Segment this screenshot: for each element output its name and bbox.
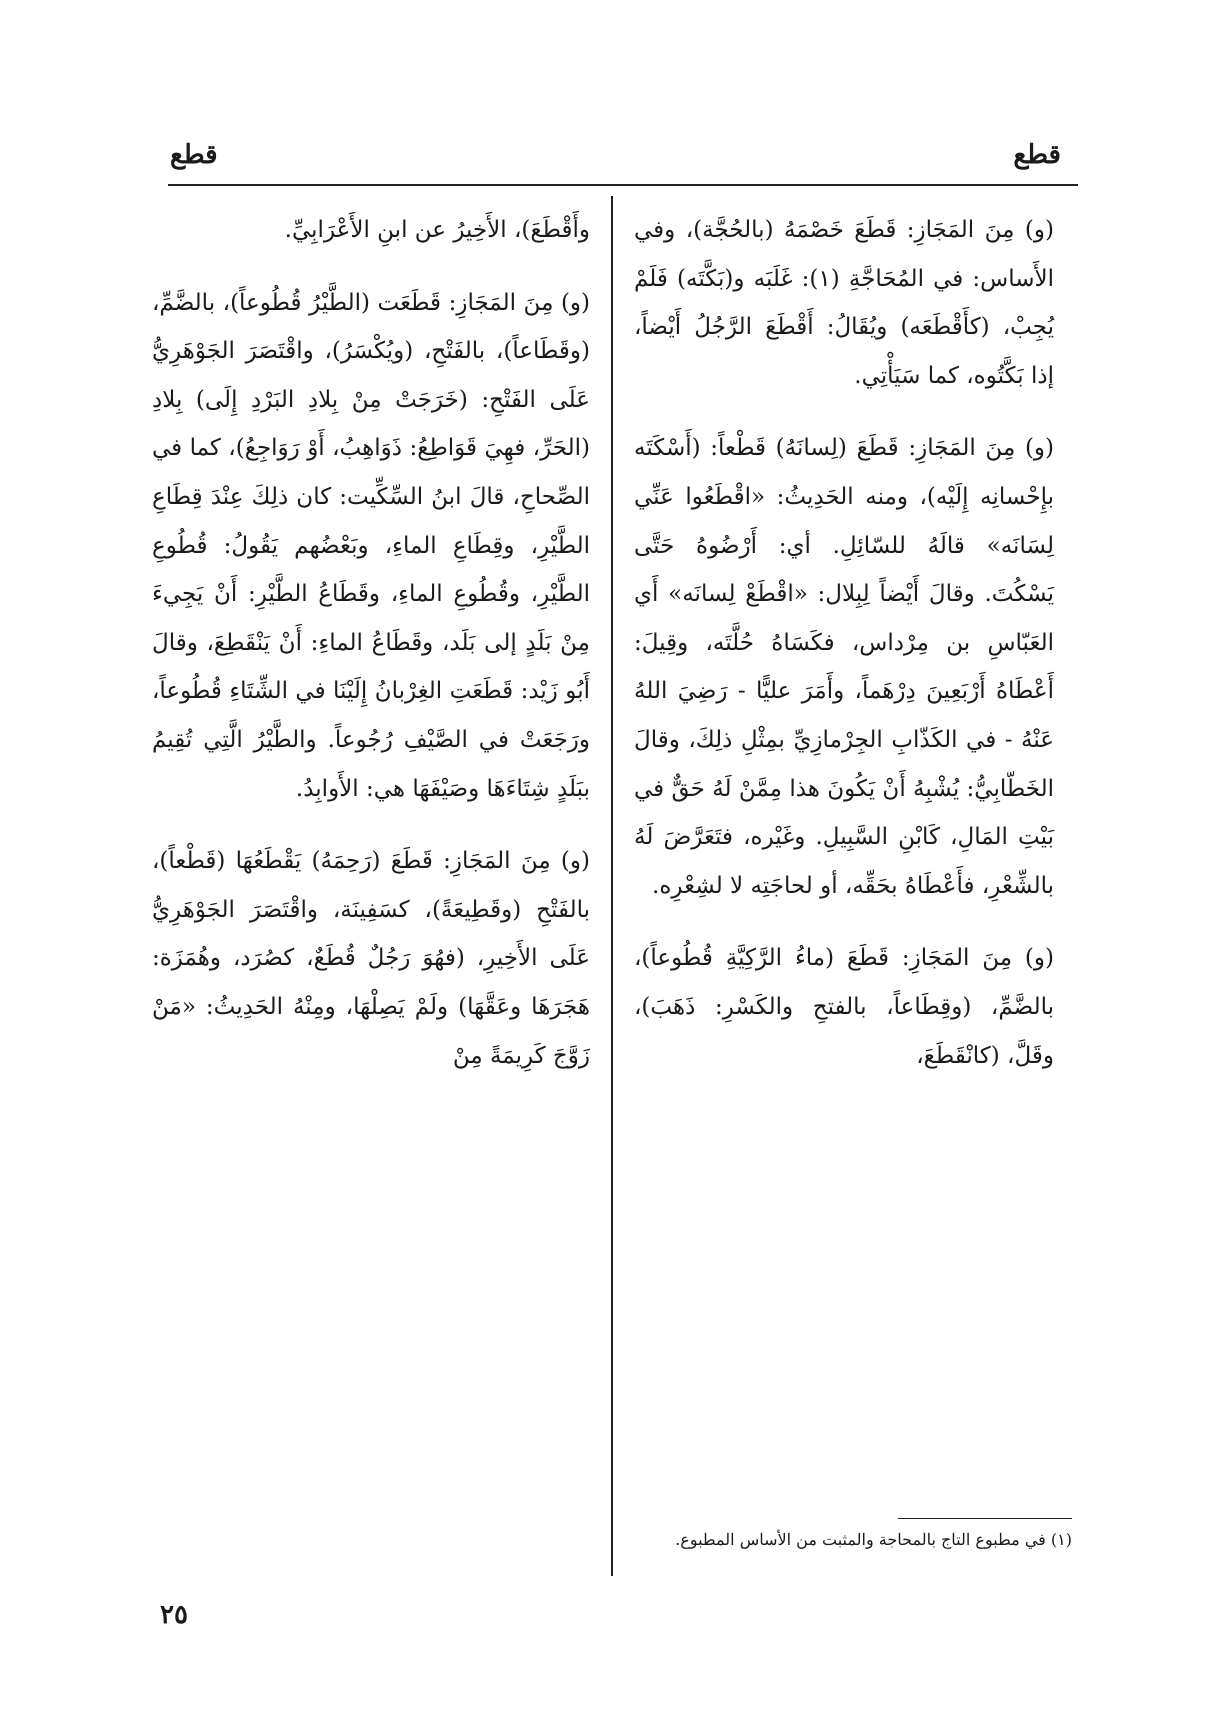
column-divider bbox=[611, 196, 613, 1576]
entry-paragraph: وأَقْطَعَ)، الأَخِيرُ عن ابنِ الأَعْرَابِيِّ. bbox=[284, 217, 590, 243]
running-header-left: قطع bbox=[170, 140, 218, 170]
right-column bbox=[634, 206, 1054, 1080]
footnote: (١) في مطبوع التاج بالمحاجة والمثبت من الأساس المطبوع. bbox=[675, 1530, 1072, 1549]
page-number: ٢٥ bbox=[160, 1600, 188, 1630]
footnote-rule bbox=[898, 1518, 1072, 1519]
running-header-right: قطع bbox=[1013, 140, 1061, 170]
entry-paragraph: (و) مِنَ المَجَازِ: قَطَعَت (الطَّيْرُ قُطُوعاً)، بالضَّمِّ، (وقَطَاعاً)، بالفَتْحِ، (ويُكْسَرُ)، واقْتَصَرَ الجَوْهَرِيُّ عَلَى الفَتْحِ: (خَرَجَتْ مِنْ بِلادِ البَرْدِ إِلَى) بِلادِ (الحَرِّ، فهِيَ قَوَاطِعُ: ذَوَاهِبُ، أَوْ رَوَاجِعُ)، كما في الصِّحاحِ، قالَ ابنُ السِّكِّيت: كان ذلِكَ عِنْدَ قِطَاعِ الطَّيْرِ، وقِطَاعِ الماءِ، وبَعْضُهم يَقُولُ: قُطُوعِ الطَّيْرِ، وقُطُوعِ الماءِ، وقَطَاعُ الطَّيْرِ: أَنْ يَجِيءَ مِنْ بَلَدٍ إلى بَلَد، وقَطَاعُ الماءِ: أَنْ يَنْقَطِعَ، وقالَ أَبُو زَيْد: قَطَعَتِ الغِرْبانُ إِلَيْنَا في الشِّتَاءِ قُطُوعاً، ورَجَعَتْ في الصَّيْفِ رُجُوعاً. والطَّيْرُ الَّتِي تُقِيمُ ببَلَدٍ شِتَاءَهَا وصَيْفَهَا هي: الأَوابِدُ. bbox=[152, 289, 590, 802]
entry-paragraph: (و) مِنَ المَجَازِ: قَطَعَ خَصْمَهُ (بالحُجَّة)، وفي الأَساس: في المُحَاجَّةِ (١): غَلَبَه و(بَكَّتَه) فَلَمْ يُجِبْ، (كأَقْطَعَه) ويُقَالُ: أَقْطَعَ الرَّجُلُ أَيْضاً، إذا بَكَّتُوه، كما سَيَأْتِي. bbox=[634, 217, 1054, 389]
entry-paragraph: (و) مِنَ المَجَازِ: قَطَعَ (ماءُ الرَّكِيَّةِ قُطُوعاً)، بالضَّمِّ، (وقِطَاعاً، بالفتحِ والكَسْرِ: ذَهَبَ)، وقَلَّ، (كانْقَطَعَ، bbox=[634, 945, 1054, 1069]
left-column bbox=[152, 206, 590, 1080]
header-rule bbox=[168, 184, 1078, 186]
entry-paragraph: (و) مِنَ المَجَازِ: قَطَعَ (رَحِمَهُ) يَقْطَعُهَا (قَطْعاً)، بالفَتْحِ (وقَطِيعَةً)، كسَفِينَة، واقْتَصَرَ الجَوْهَرِيُّ عَلَى الأَخِيرِ، (فهُوَ رَجُلٌ قُطَعٌ، كصُرَد، وهُمَزَة: هَجَرَهَا وعَقَّهَا) ولَمْ يَصِلْهَا، ومِنْهُ الحَدِيثُ: «مَنْ زَوَّجَ كَرِيمَةً مِنْ bbox=[152, 848, 590, 1069]
entry-paragraph: (و) مِنَ المَجَازِ: قَطَعَ (لِسانَهُ) قَطْعاً: (أَسْكَتَه بإِحْسانِه إِلَيْه)، ومنه الحَدِيثُ: «اقْطَعُوا عَنِّي لِسَانَه» قالَهُ للسّائِلِ. أي: أَرْضُوهُ حَتَّى يَسْكُتَ. وقالَ أَيْضاً لِبِلال: «اقْطَعْ لِسانَه» أَي العَبّاسِ بن مِرْداس، فكَسَاهُ حُلَّتَه، وقِيلَ: أَعْطَاهُ أَرْبَعِينَ دِرْهَماً، وأَمَرَ عليًّا - رَضِيَ اللهُ عَنْهُ - في الكَذّابِ الجِرْمازِيِّ بمِثْلِ ذلِكَ، وقالَ الخَطّابِيُّ: يُشْبِهُ أَنْ يَكُونَ هذا مِمَّنْ لَهُ حَقٌّ في بَيْتِ المَالِ، كَابْنِ السَّبِيلِ. وغَيْره، فتَعَرَّضَ لَهُ بالشِّعْرِ، فأَعْطَاهُ بحَقِّه، أو لحاجَتِه لا لشِعْرِه. bbox=[634, 435, 1054, 899]
